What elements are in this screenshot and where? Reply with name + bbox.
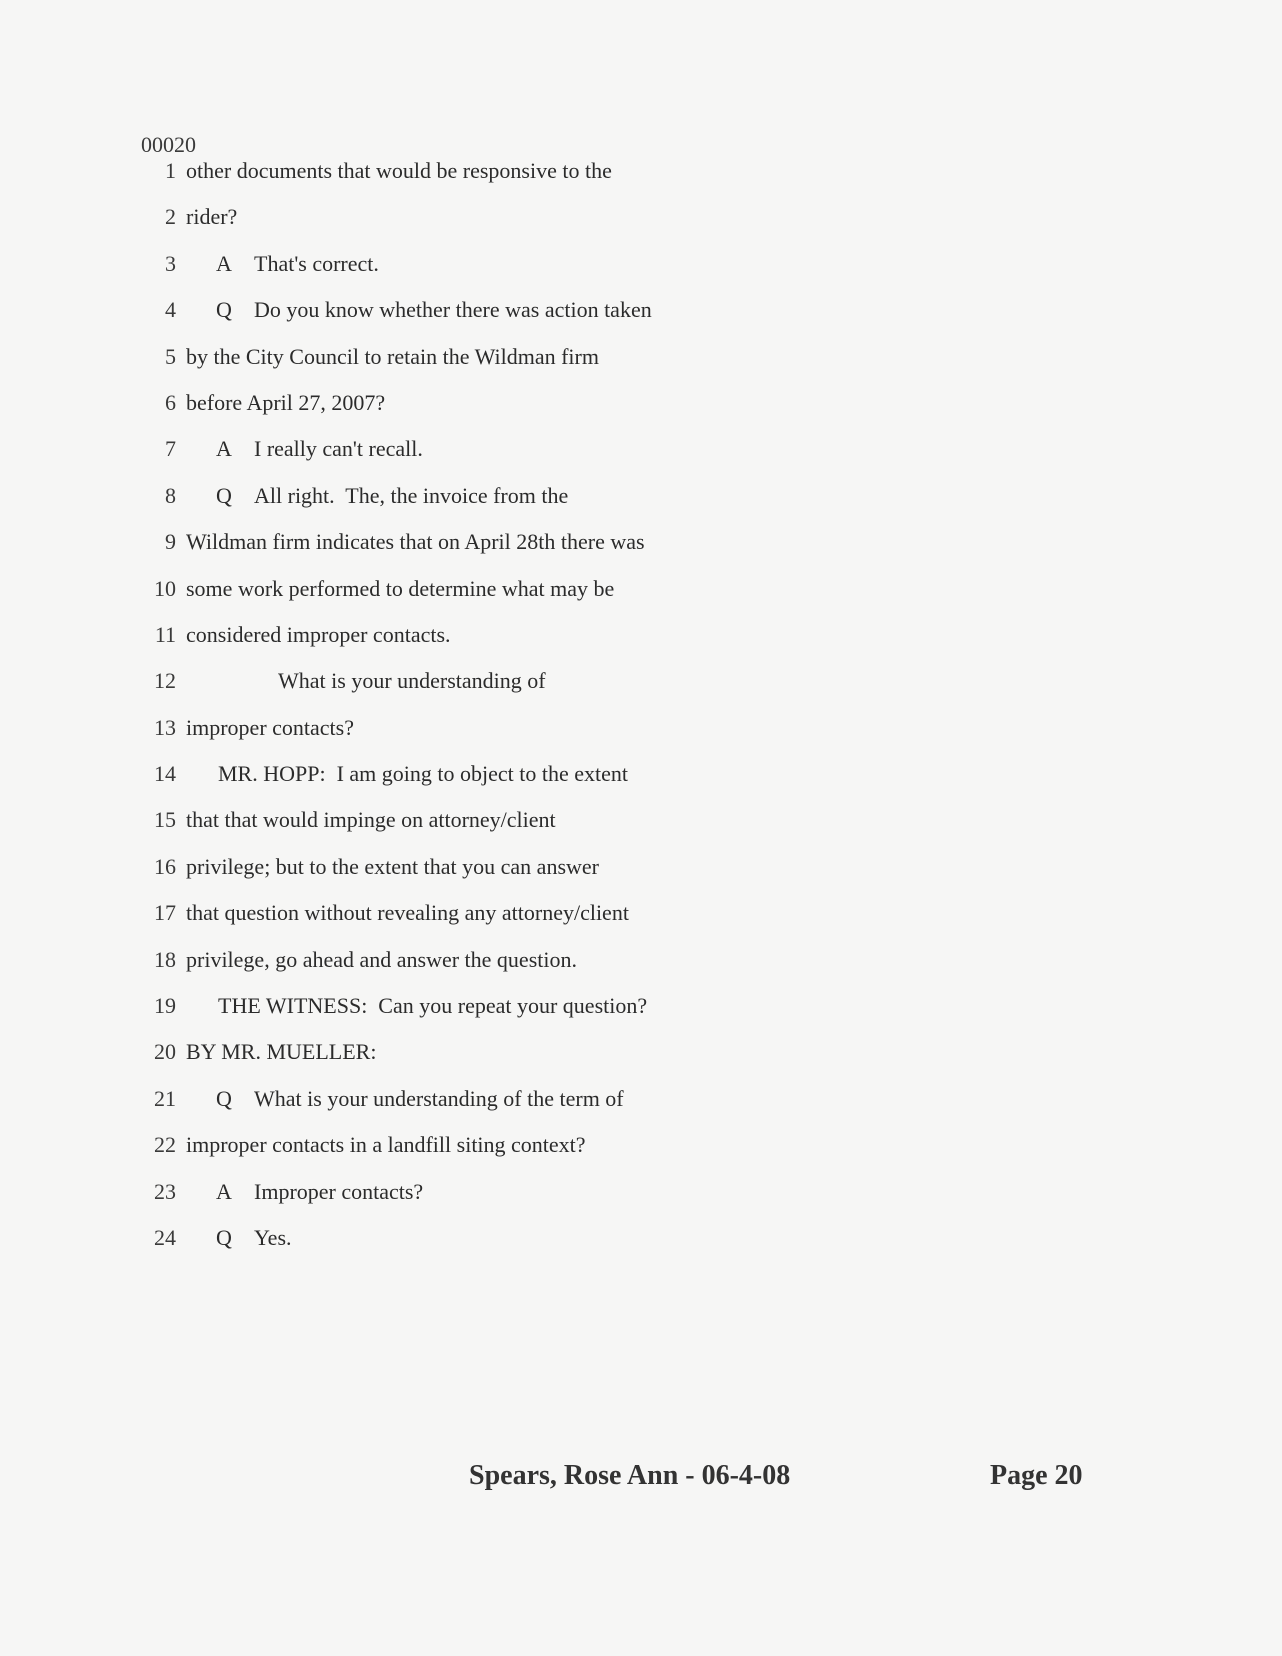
qa-marker: Q	[216, 482, 232, 508]
line-text: privilege, go ahead and answer the question.	[186, 946, 577, 972]
transcript-line	[140, 576, 900, 622]
line-text: privilege; but to the extent that you can answer	[186, 853, 599, 879]
transcript-line	[140, 900, 900, 946]
line-number: 17	[154, 900, 176, 926]
transcript-line	[140, 1179, 900, 1225]
transcript-line	[140, 390, 900, 436]
transcript-line	[140, 1086, 900, 1132]
line-text: before April 27, 2007?	[186, 389, 386, 415]
line-text: that that would impinge on attorney/client	[186, 807, 556, 833]
transcript-line	[140, 1132, 900, 1178]
line-number: 6	[165, 389, 176, 415]
line-number: 12	[154, 668, 176, 694]
line-number: 23	[154, 1178, 176, 1204]
qa-marker: Q	[216, 1224, 232, 1250]
transcript-body	[140, 158, 900, 1271]
transcript-line	[140, 1225, 900, 1271]
qa-marker: Q	[216, 1085, 232, 1111]
transcript-line	[140, 1039, 900, 1085]
line-text: BY MR. MUELLER:	[186, 1039, 377, 1065]
line-number: 9	[165, 529, 176, 555]
line-number: 20	[154, 1039, 176, 1065]
transcript-line	[140, 947, 900, 993]
line-number: 15	[154, 807, 176, 833]
line-number: 19	[154, 993, 176, 1019]
line-text: Wildman firm indicates that on April 28th there was	[186, 529, 645, 555]
line-text: improper contacts?	[186, 714, 354, 740]
line-text: What is your understanding of	[278, 668, 546, 694]
line-text: MR. HOPP: I am going to object to the extent	[218, 761, 629, 787]
line-text: What is your understanding of the term of	[254, 1085, 624, 1111]
line-number: 7	[165, 436, 176, 462]
transcript-line	[140, 344, 900, 390]
line-number: 11	[154, 621, 176, 647]
line-text: rider?	[186, 204, 238, 230]
line-number: 1	[165, 158, 176, 183]
transcript-line	[140, 297, 900, 343]
line-text: Yes.	[254, 1224, 292, 1250]
line-number: 2	[165, 204, 176, 230]
transcript-line	[140, 204, 900, 250]
line-number: 5	[165, 343, 176, 369]
transcript-line	[140, 807, 900, 853]
transcript-line	[140, 761, 900, 807]
qa-marker: A	[216, 1178, 232, 1204]
line-text: that question without revealing any attorney/client	[186, 900, 629, 926]
footer-deposition-title: Spears, Rose Ann - 06-4-08	[469, 1460, 791, 1491]
line-text: improper contacts in a landfill siting context?	[186, 1132, 586, 1158]
transcript-line	[140, 668, 900, 714]
line-text: THE WITNESS: Can you repeat your question?	[218, 993, 648, 1019]
line-text: Improper contacts?	[254, 1178, 424, 1204]
line-number: 16	[154, 853, 176, 879]
footer-page-label: Page 20	[990, 1460, 1083, 1491]
line-number: 13	[154, 714, 176, 740]
line-number: 22	[154, 1132, 176, 1158]
qa-marker: Q	[216, 297, 232, 323]
transcript-line	[140, 483, 900, 529]
transcript-line	[140, 529, 900, 575]
transcript-line	[140, 622, 900, 668]
line-number: 3	[165, 250, 176, 276]
line-text: That's correct.	[254, 250, 379, 276]
line-number: 4	[165, 297, 176, 323]
line-text: some work performed to determine what may be	[186, 575, 615, 601]
qa-marker: A	[216, 436, 232, 462]
transcript-line	[140, 993, 900, 1039]
transcript-line	[140, 854, 900, 900]
line-number: 18	[154, 946, 176, 972]
line-text: I really can't recall.	[254, 436, 423, 462]
line-text: by the City Council to retain the Wildman firm	[186, 343, 599, 369]
line-number: 8	[165, 482, 176, 508]
transcript-line	[140, 158, 900, 204]
line-number: 24	[154, 1224, 176, 1250]
transcript-page-number: 00020	[141, 132, 196, 157]
qa-marker: A	[216, 250, 232, 276]
line-number: 14	[154, 761, 176, 787]
transcript-line	[140, 715, 900, 761]
line-text: considered improper contacts.	[186, 621, 451, 647]
line-text: Do you know whether there was action taken	[254, 297, 652, 323]
transcript-line	[140, 436, 900, 482]
transcript-line	[140, 251, 900, 297]
line-text: All right. The, the invoice from the	[254, 482, 569, 508]
line-text: other documents that would be responsive to the	[186, 158, 612, 183]
line-number: 10	[154, 575, 176, 601]
line-number: 21	[154, 1085, 176, 1111]
